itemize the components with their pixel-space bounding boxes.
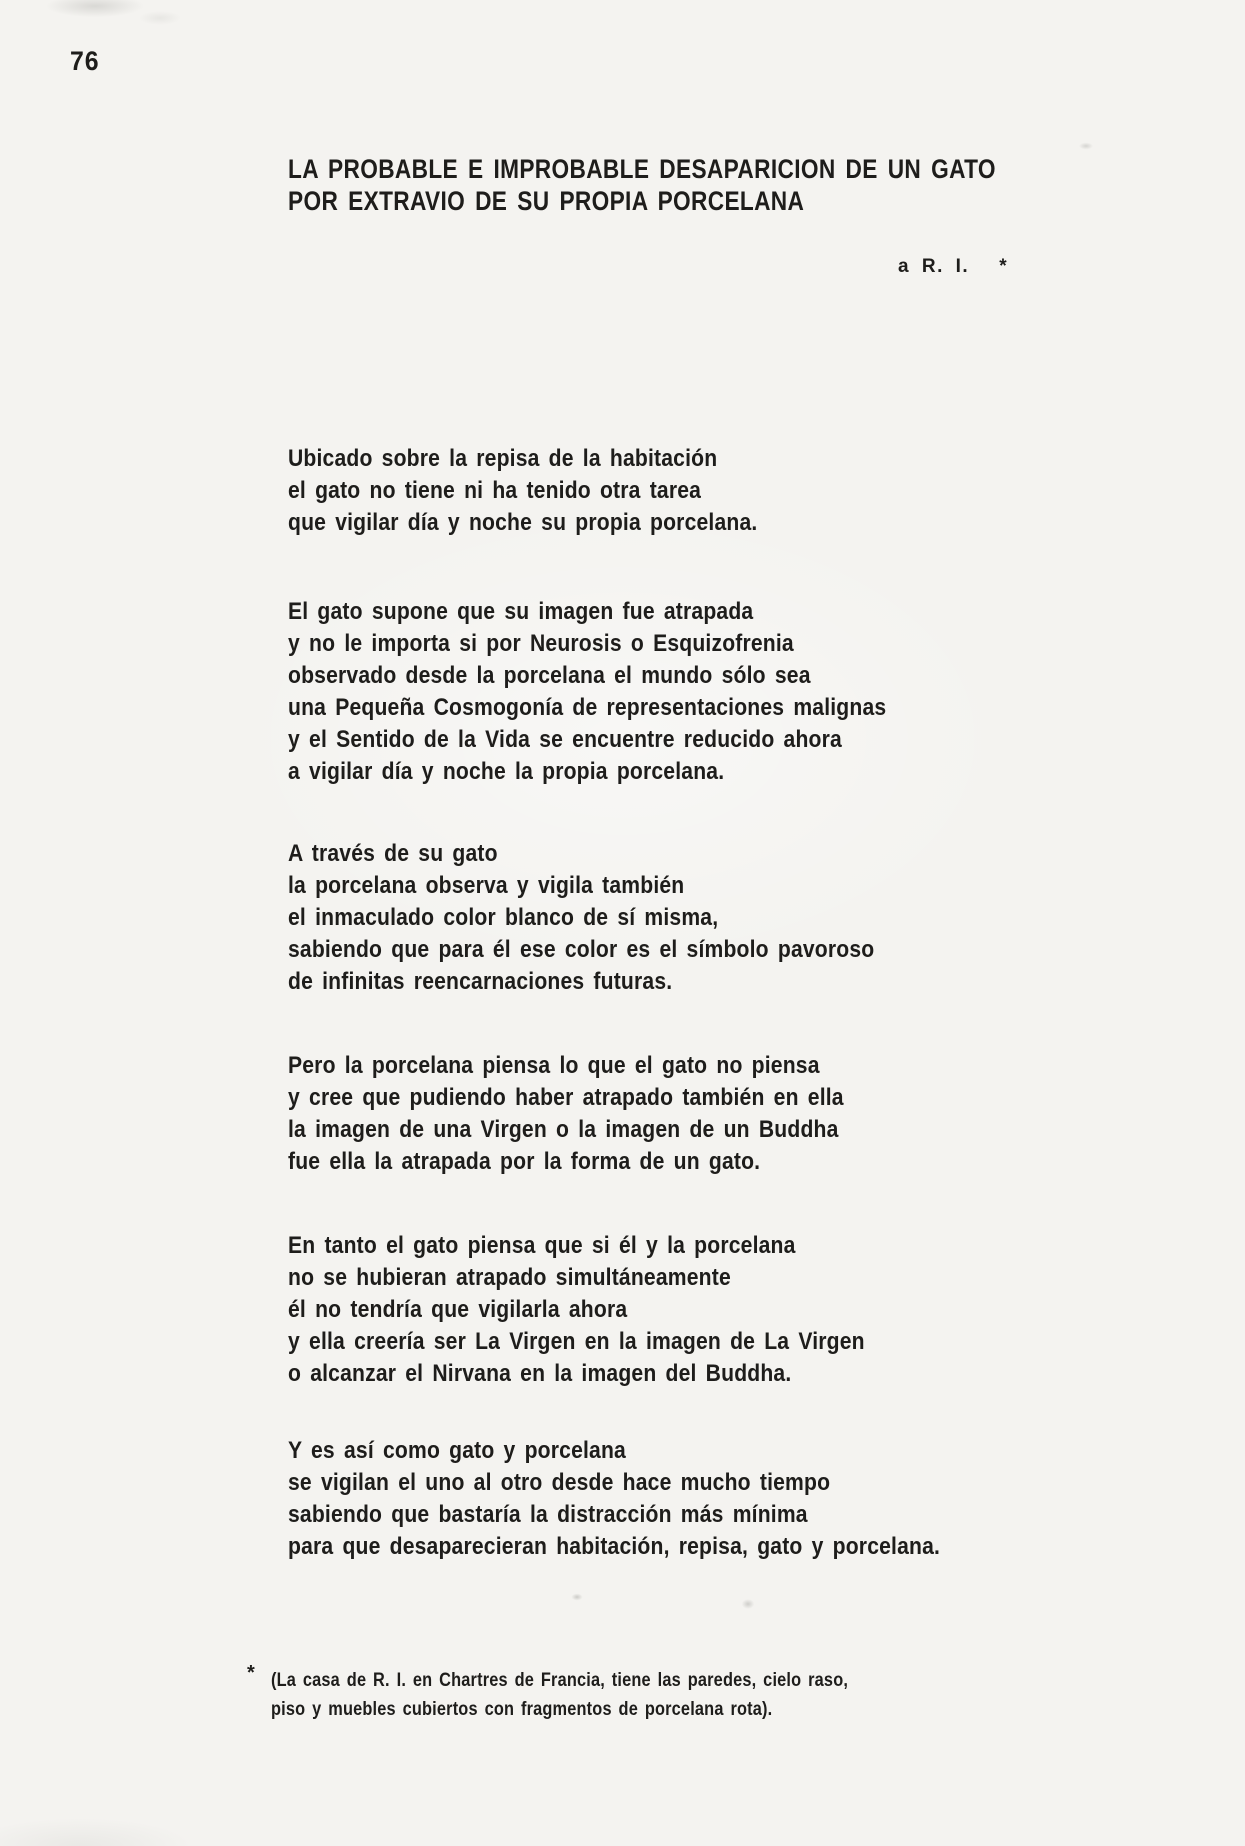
poem-line: se vigilan el uno al otro desde hace mucho tiempo [288,1469,831,1496]
poem-title [288,153,1131,217]
footnote-asterisk: * [247,1662,255,1684]
poem-title-line-1: LA PROBABLE E IMPROBABLE DESAPARICION DE UN GATO [288,154,996,184]
stanza-1 [288,443,821,539]
stanza-5 [288,1230,943,1390]
poem-line: sabiendo que para él ese color es el símbolo pavoroso [288,936,875,963]
stanza-2 [288,596,968,788]
poem-line: o alcanzar el Nirvana en la imagen del Buddha. [288,1360,792,1387]
poem-line: y el Sentido de la Vida se encuentre reducido ahora [288,726,842,753]
stanza-3 [288,838,954,998]
poem-line: y cree que pudiendo haber atrapado también en ella [288,1084,844,1111]
poem-title-line-2: POR EXTRAVIO DE SU PROPIA PORCELANA [288,186,805,216]
poem-line: observado desde la porcelana el mundo sólo sea [288,662,811,689]
dedication [898,256,1007,278]
poem-line: no se hubieran atrapado simultáneamente [288,1264,731,1291]
poem-line: para que desaparecieran habitación, repisa, gato y porcelana. [288,1533,941,1560]
poem-line: a vigilar día y noche la propia porcelana. [288,758,725,785]
poem-line: el inmaculado color blanco de sí misma, [288,904,719,931]
poem-line: y ella creería ser La Virgen en la imagen de La Virgen [288,1328,865,1355]
poem-line: el gato no tiene ni ha tenido otra tarea [288,477,702,504]
poem-line: En tanto el gato piensa que si él y la porcelana [288,1232,796,1259]
page-number: 76 [70,46,100,76]
poem-line: una Pequeña Cosmogonía de representaciones malignas [288,694,887,721]
footnote-line: piso y muebles cubiertos con fragmentos de porcelana rota). [271,1699,773,1720]
poem-line: Ubicado sobre la repisa de la habitación [288,445,718,472]
stanza-6 [288,1435,1029,1563]
poem-line: Pero la porcelana piensa lo que el gato no piensa [288,1052,820,1079]
poem-line: la porcelana observa y vigila también [288,872,685,899]
poem-line: sabiendo que bastaría la distracción más mínima [288,1501,808,1528]
poem-line: fue ella la atrapada por la forma de un gato. [288,1148,761,1175]
poem-line: de infinitas reencarnaciones futuras. [288,968,673,995]
poem-line: Y es así como gato y porcelana [288,1437,626,1464]
poem-line: la imagen de una Virgen o la imagen de un Buddha [288,1116,839,1143]
poem-line: El gato supone que su imagen fue atrapada [288,598,754,625]
poem-line: A través de su gato [288,840,498,867]
poem-line: y no le importa si por Neurosis o Esquizofrenia [288,630,794,657]
dedication-asterisk: * [999,256,1007,277]
poem-line: que vigilar día y noche su propia porcelana. [288,509,758,536]
poem-line: él no tendría que vigilarla ahora [288,1296,628,1323]
stanza-4 [288,1050,919,1178]
footnote [271,1666,942,1724]
dedication-text: a R. I. [898,256,970,277]
footnote-line: (La casa de R. I. en Chartres de Francia, tiene las paredes, cielo raso, [271,1670,849,1691]
